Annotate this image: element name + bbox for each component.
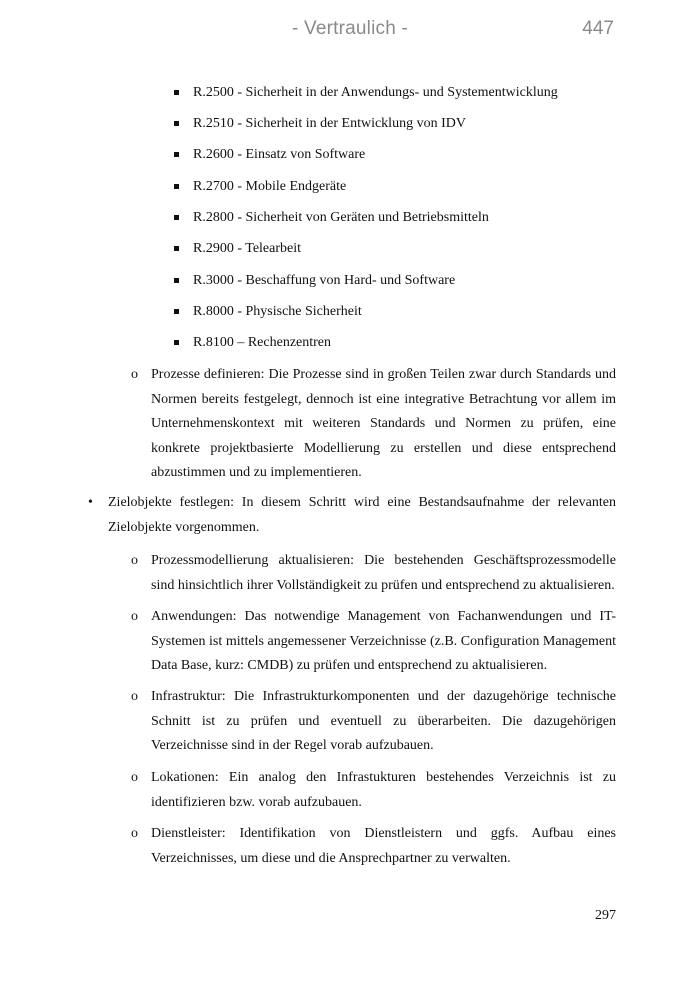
circle-bullet-icon: o: [131, 609, 138, 624]
list-item: R.2900 - Telearbeit: [193, 241, 302, 256]
list-item: R.8100 – Rechenzentren: [193, 335, 332, 350]
footer-page-number: 297: [595, 908, 616, 923]
list-item: R.2500 - Sicherheit in der Anwendungs- und Systementwicklung: [193, 85, 558, 100]
list-item: R.2700 - Mobile Endgeräte: [193, 179, 347, 194]
circle-bullet-icon: o: [131, 826, 138, 841]
list-item: Infrastruktur: Die Infrastrukturkomponenten und der dazugehörige technische Schnitt ist zu prüfen und eventuell zu überarbeiten. Die dazugehörigen Verzeichnisse sind in der Regel vorab aufzubauen.: [151, 689, 616, 753]
list-item: R.2600 - Einsatz von Software: [193, 147, 366, 162]
list-item: Prozesse definieren: Die Prozesse sind in großen Teilen zwar durch Standards und Normen bereits festgelegt, dennoch ist eine integrative Betrachtung vor allem im Unternehmenskontext mit weiteren Standards und Normen zu prüfen, eine konkrete projektbasierte Modellierung zu erstellen und diese entsprechend abzustimmen und zu implementieren.: [151, 367, 616, 480]
square-bullet-icon: [174, 278, 179, 283]
list-item: Prozessmodellierung aktualisieren: Die bestehenden Geschäftsprozessmodelle sind hinsichtlich ihrer Vollständigkeit zu prüfen und entsprechend zu aktualisieren.: [151, 553, 616, 593]
square-bullet-icon: [174, 184, 179, 189]
square-bullet-icon: [174, 121, 179, 126]
header-page-number: 447: [582, 18, 614, 39]
square-bullet-icon: [174, 246, 179, 251]
list-item: Anwendungen: Das notwendige Management von Fachanwendungen und IT-Systemen ist mittels angemessener Verzeichnisse (z.B. Configuration Management Data Base, kurz: CMDB) zu prüfen und entsprechend zu aktualisieren.: [151, 609, 616, 673]
circle-bullet-icon: o: [131, 367, 138, 382]
header-title: - Vertraulich -: [292, 18, 408, 39]
square-bullet-icon: [174, 340, 179, 345]
list-item: R.2800 - Sicherheit von Geräten und Betriebsmitteln: [193, 210, 489, 225]
circle-bullet-icon: o: [131, 553, 138, 568]
square-bullet-icon: [174, 90, 179, 95]
list-item: R.3000 - Beschaffung von Hard- und Software: [193, 273, 456, 288]
square-bullet-icon: [174, 152, 179, 157]
list-item: Lokationen: Ein analog den Infrastukturen bestehendes Verzeichnis ist zu identifizieren bzw. vorab aufzubauen.: [151, 770, 616, 810]
dot-bullet-icon: •: [88, 495, 93, 510]
square-bullet-icon: [174, 215, 179, 220]
circle-bullet-icon: o: [131, 689, 138, 704]
circle-bullet-icon: o: [131, 770, 138, 785]
square-bullet-icon: [174, 309, 179, 314]
list-item: R.2510 - Sicherheit in der Entwicklung von IDV: [193, 116, 466, 131]
list-item: Zielobjekte festlegen: In diesem Schritt wird eine Bestandsaufnahme der relevanten Zielobjekte vorgenommen.: [108, 495, 616, 535]
list-item: R.8000 - Physische Sicherheit: [193, 304, 362, 319]
list-item: Dienstleister: Identifikation von Dienstleistern und ggfs. Aufbau eines Verzeichnisses, um diese und die Ansprechpartner zu verwalten.: [151, 826, 616, 866]
